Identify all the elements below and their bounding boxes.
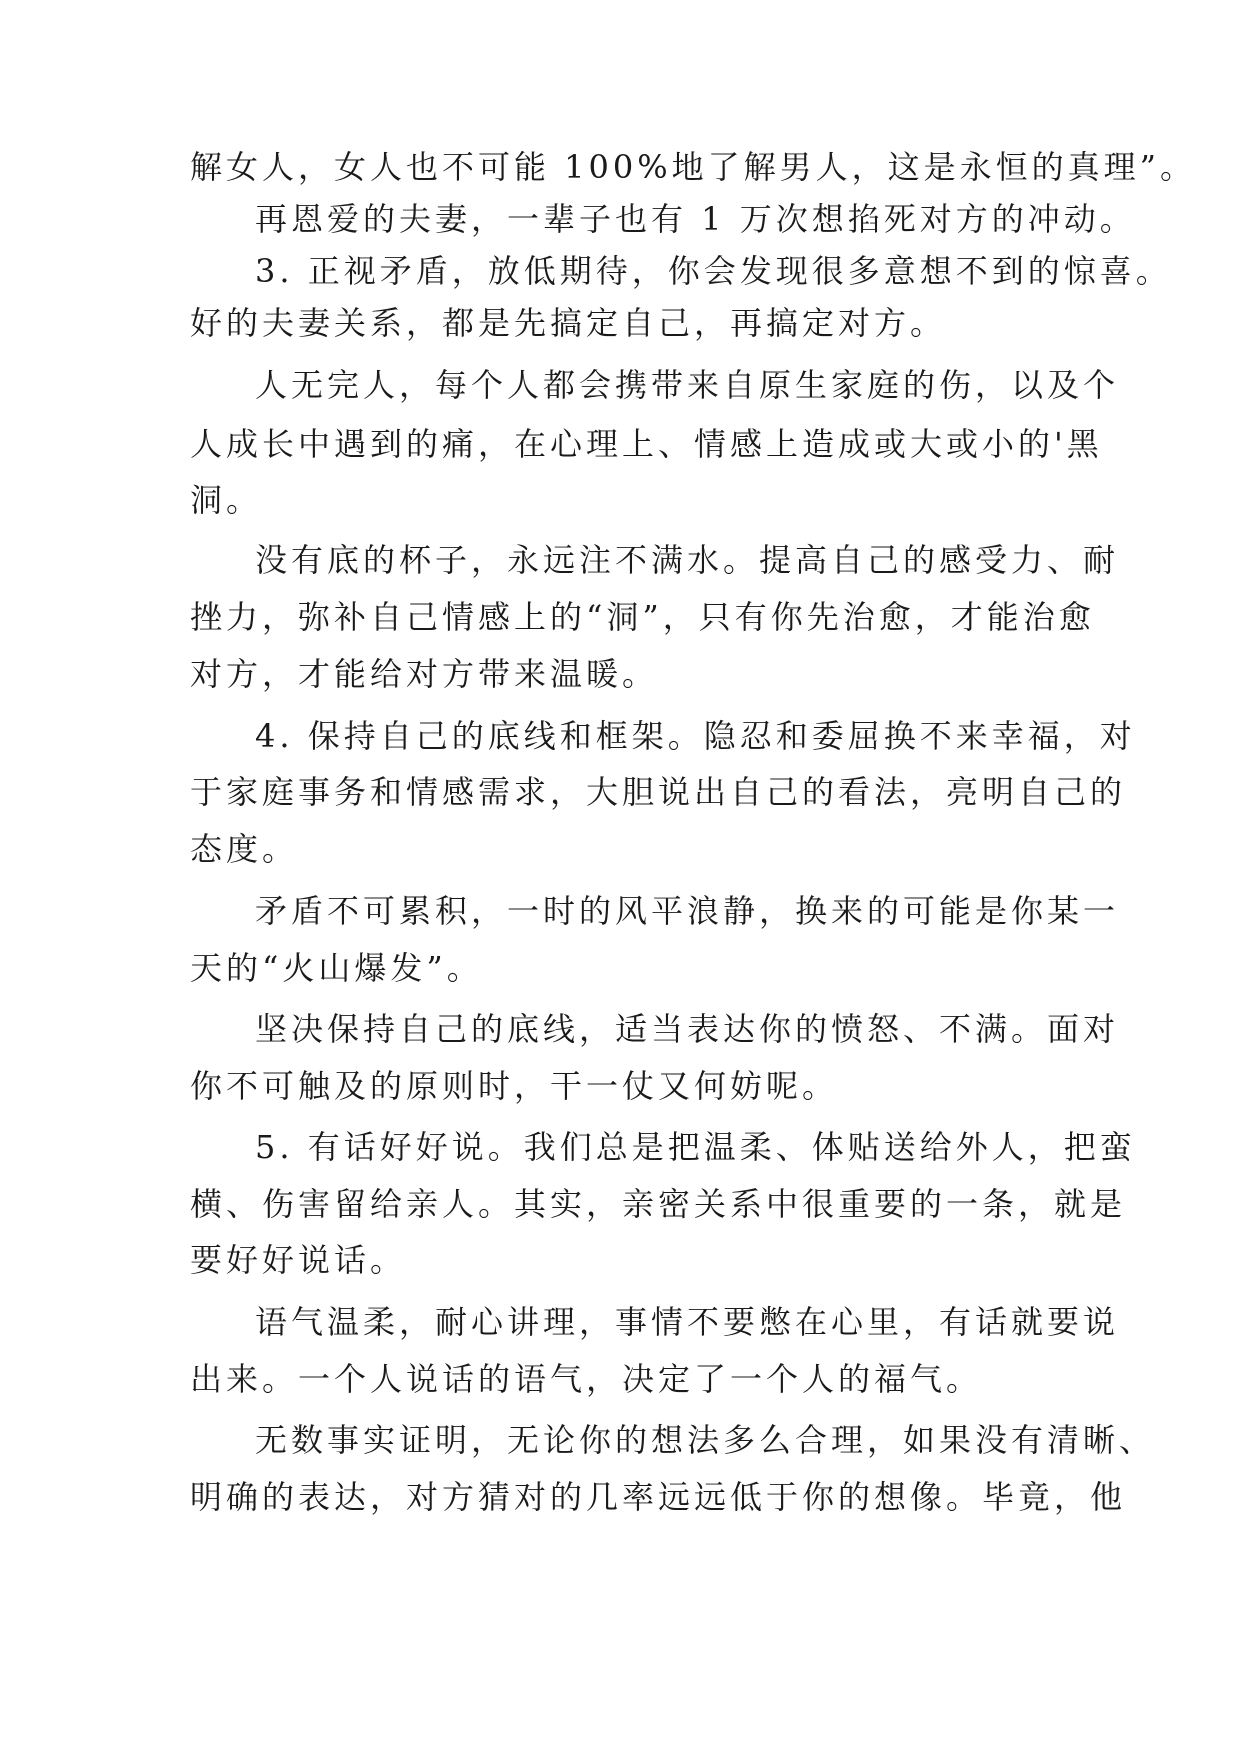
text-line: 对方，才能给对方带来温暖。 (190, 655, 659, 693)
text-line: 你不可触及的原则时，干一仗又何妨呢。 (190, 1067, 839, 1105)
text-line: 人无完人，每个人都会携带来自原生家庭的伤，以及个 (255, 366, 1120, 404)
text-line: 横、伤害留给亲人。其实，亲密关系中很重要的一条，就是 (190, 1185, 1127, 1223)
text-line: 坚决保持自己的底线，适当表达你的愤怒、不满。面对 (255, 1010, 1120, 1048)
text-line: 明确的表达，对方猜对的几率远远低于你的想像。毕竟，他 (190, 1478, 1127, 1516)
text-line: 4. 保持自己的底线和框架。隐忍和委屈换不来幸福，对 (255, 717, 1136, 755)
text-line: 解女人，女人也不可能 100%地了解男人，这是永恒的真理”。 (190, 148, 1197, 186)
text-line: 要好好说话。 (190, 1241, 407, 1279)
text-line: 矛盾不可累积，一时的风平浪静，换来的可能是你某一 (255, 892, 1120, 930)
text-line: 无数事实证明，无论你的想法多么合理，如果没有清晰、 (255, 1421, 1156, 1459)
text-line: 于家庭事务和情感需求，大胆说出自己的看法，亮明自己的 (190, 773, 1127, 811)
text-line: 挫力，弥补自己情感上的“洞”，只有你先治愈，才能治愈 (190, 598, 1095, 636)
text-line: 出来。一个人说话的语气，决定了一个人的福气。 (190, 1360, 983, 1398)
text-line: 没有底的杯子，永远注不满水。提高自己的感受力、耐 (255, 541, 1120, 579)
text-line: 态度。 (190, 830, 299, 868)
text-line: 再恩爱的夫妻，一辈子也有 1 万次想掐死对方的冲动。 (255, 200, 1136, 238)
text-line: 5. 有话好好说。我们总是把温柔、体贴送给外人，把蛮 (255, 1128, 1136, 1166)
text-line: 人成长中遇到的痛，在心理上、情感上造成或大或小的'黑 (190, 425, 1103, 463)
text-line: 好的夫妻关系，都是先搞定自己，再搞定对方。 (190, 304, 947, 342)
text-line: 天的“火山爆发”。 (190, 949, 483, 987)
text-line: 语气温柔，耐心讲理，事情不要憋在心里，有话就要说 (255, 1303, 1120, 1341)
text-line: 洞。 (190, 481, 263, 519)
text-line: 3. 正视矛盾，放低期待，你会发现很多意想不到的惊喜。 (255, 252, 1172, 290)
